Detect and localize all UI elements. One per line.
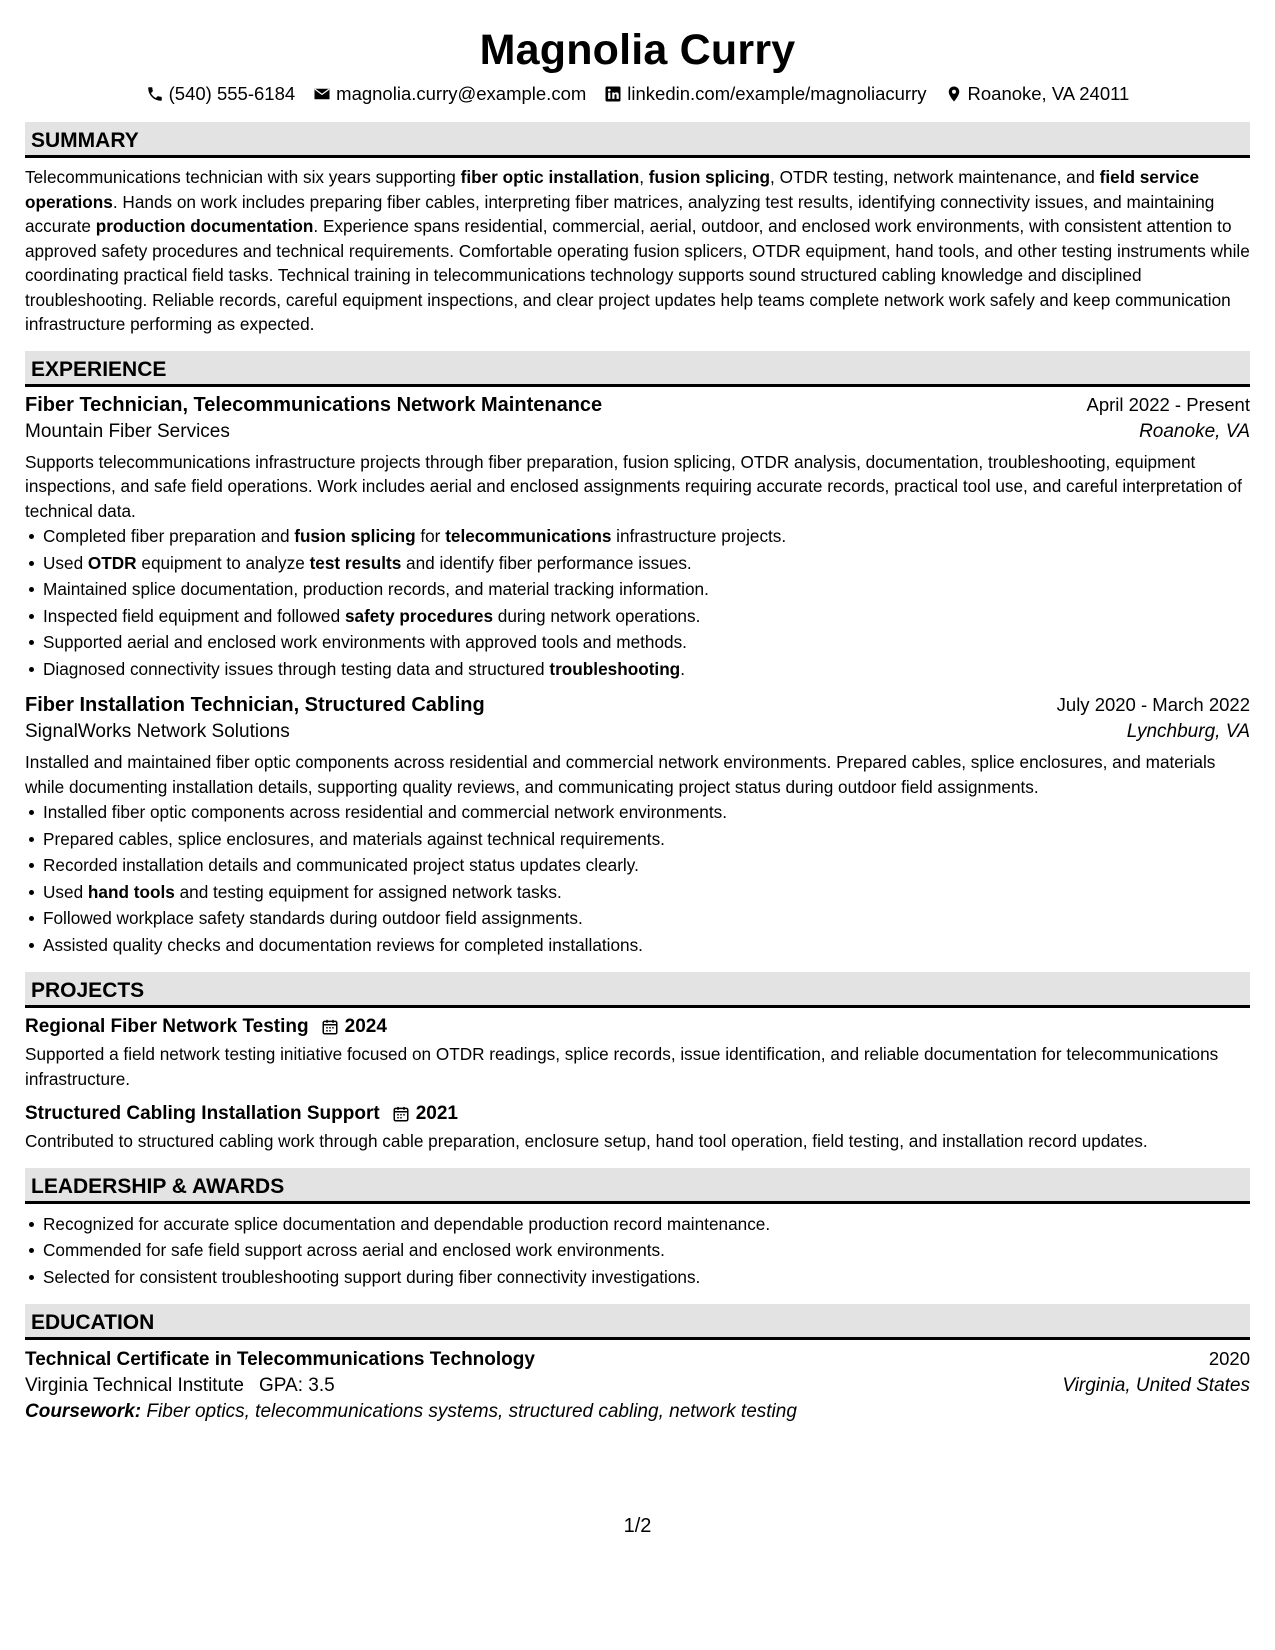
- education-degree: Technical Certificate in Telecommunications Technology: [25, 1349, 535, 1370]
- bullet-seg: Prepared cables, splice enclosures, and materials against technical requirements.: [43, 828, 665, 849]
- project-title: Structured Cabling Installation Support: [25, 1103, 380, 1124]
- bullet-seg-bold: hand tools: [87, 881, 175, 902]
- page-number: 1/2: [623, 1515, 652, 1537]
- bullet-seg: infrastructure projects.: [611, 526, 787, 546]
- bullet-seg-bold: test results: [309, 552, 402, 573]
- job-description: Installed and maintained fiber optic components across residential and commercial network environments. Prepared cables, splice enclosures, and materials while documenting installation details, supporting quality reviews, and communicating project status during outdoor field assignments.: [25, 752, 1216, 797]
- summary-heading: SUMMARY: [25, 122, 1250, 158]
- job-title: Fiber Installation Technician, Structured Cabling: [25, 694, 485, 716]
- education-subheader: [25, 1375, 1250, 1397]
- contact-email[interactable]: [313, 83, 586, 105]
- contact-linkedin-text: linkedin.com/example/magnoliacurry: [627, 83, 927, 104]
- list-item: [43, 879, 1250, 906]
- job-dates: July 2020 - March 2022: [1056, 694, 1250, 715]
- list-item: Commended for safe field support across aerial and enclosed work environments.: [43, 1237, 1250, 1264]
- bullet-seg-bold: OTDR: [87, 552, 137, 573]
- linkedin-icon: [604, 85, 622, 103]
- education-coursework: [25, 1401, 1250, 1423]
- job-header: [25, 394, 1250, 417]
- job-entry: [25, 694, 1250, 958]
- bullet-seg-bold: telecommunications: [445, 526, 612, 546]
- summary-seg-bold: production documentation: [95, 216, 314, 236]
- list-item: [43, 852, 1250, 879]
- experience-heading: EXPERIENCE: [25, 351, 1250, 387]
- project-description: Contributed to structured cabling work through cable preparation, enclosure setup, hand tool operation, field testing, and installation record updates.: [25, 1131, 1148, 1151]
- list-item: [43, 629, 1250, 656]
- bullet-seg: for: [415, 526, 446, 546]
- candidate-name: Magnolia Curry: [479, 26, 796, 74]
- summary-text: [25, 165, 1250, 337]
- bullet-seg: Completed fiber preparation and: [43, 526, 295, 546]
- summary-seg-bold: fiber optic installation: [460, 167, 640, 187]
- bullet-seg: Used: [43, 552, 88, 573]
- contact-phone-text: (540) 555-6184: [168, 83, 296, 104]
- bullet-seg: equipment to analyze: [136, 552, 310, 573]
- coursework-text: Fiber optics, telecommunications systems, structured cabling, network testing: [146, 1401, 797, 1422]
- summary-seg-bold: fusion splicing: [648, 167, 771, 187]
- phone-icon: [146, 85, 164, 103]
- calendar-icon: [392, 1105, 410, 1123]
- project-header: [25, 1016, 1250, 1038]
- project-header: [25, 1103, 1250, 1125]
- resume-page: [25, 0, 1250, 1423]
- contact-linkedin[interactable]: [604, 83, 926, 105]
- contact-location: [945, 83, 1130, 105]
- coursework-label: Coursework:: [25, 1401, 142, 1422]
- bullet-seg-bold: troubleshooting: [549, 658, 681, 679]
- job-subheader: [25, 721, 1250, 743]
- list-item: [43, 656, 1250, 683]
- bullet-seg: .: [680, 658, 685, 679]
- job-subheader: [25, 421, 1250, 443]
- project-title: Regional Fiber Network Testing: [25, 1016, 309, 1037]
- list-item: [43, 826, 1250, 853]
- project-year: 2024: [344, 1016, 387, 1037]
- project-year: 2021: [415, 1103, 458, 1124]
- education-location: Virginia, United States: [1062, 1375, 1250, 1396]
- education-heading: EDUCATION: [25, 1304, 1250, 1340]
- job-bullets: [25, 799, 1250, 958]
- list-item: [43, 550, 1250, 577]
- job-description: Supports telecommunications infrastructure projects through fiber preparation, fusion splicing, OTDR analysis, documentation, troubleshooting, equipment inspections, and safe field operations. Work includes aerial and enclosed assignments requiring accurate records, practical tool use, and careful interpretation of technical data.: [25, 451, 1242, 521]
- job-location: Lynchburg, VA: [1126, 721, 1250, 742]
- job-dates: April 2022 - Present: [1086, 393, 1250, 415]
- education-entry: [25, 1348, 1250, 1423]
- list-item: [43, 905, 1250, 932]
- contact-phone[interactable]: [146, 83, 296, 105]
- summary-seg: ,: [639, 167, 649, 187]
- list-item: Selected for consistent troubleshooting support during fiber connectivity investigations.: [43, 1264, 1250, 1291]
- list-item: [43, 932, 1250, 959]
- job-header: [25, 694, 1250, 717]
- list-item: [43, 603, 1250, 630]
- summary-seg: . Experience spans residential, commercial, aerial, outdoor, and enclosed work environments, with consistent attention to approved safety procedures and technical requirements. Comfortable operating fusion splicers, OTDR equipment, hand tools, and other testing instruments while coordinating practical field tasks. Technical training in telecommunications technology supports sound structured cabling knowledge and disciplined troubleshooting. Reliable records, careful equipment inspections, and clear project updates help teams complete network work safely and keep communication infrastructure performing as expected.: [25, 216, 1250, 334]
- summary-seg: . Hands on work includes preparing fiber cables, interpreting fiber matrices, analyzing test results, identifying connectivity issues, and maintaining accurate: [25, 191, 1215, 236]
- list-item: Recognized for accurate splice documentation and dependable production record maintenance.: [43, 1211, 1250, 1238]
- list-item: [43, 799, 1250, 826]
- map-marker-icon: [945, 85, 963, 103]
- contact-location-text: Roanoke, VA 24011: [967, 83, 1130, 104]
- bullet-seg: Inspected field equipment and followed: [43, 605, 345, 626]
- job-company: Mountain Fiber Services: [25, 420, 230, 442]
- job-location: Roanoke, VA: [1139, 420, 1250, 442]
- bullet-seg-bold: safety procedures: [344, 605, 494, 626]
- project-description: Supported a field network testing initiative focused on OTDR readings, splice records, issue identification, and reliable documentation for telecommunications infrastructure.: [25, 1044, 1219, 1089]
- bullet-seg-bold: fusion splicing: [294, 526, 416, 546]
- job-bullets: [25, 523, 1250, 682]
- contact-email-text: magnolia.curry@example.com: [336, 83, 587, 104]
- education-school: Virginia Technical Institute: [25, 1375, 244, 1396]
- education-year: 2020: [1208, 1348, 1250, 1369]
- contact-bar: [25, 80, 1250, 108]
- leadership-heading: LEADERSHIP & AWARDS: [25, 1168, 1250, 1204]
- bullet-seg: Supported aerial and enclosed work environments with approved tools and methods.: [43, 632, 687, 652]
- education-gpa: GPA: 3.5: [258, 1375, 335, 1396]
- calendar-icon: [321, 1018, 339, 1036]
- envelope-icon: [313, 85, 331, 103]
- list-item: [43, 576, 1250, 603]
- education-header: [25, 1348, 1250, 1371]
- summary-seg-bold: field service operations: [25, 167, 1200, 212]
- bullet-seg: and identify fiber performance issues.: [401, 552, 692, 573]
- bullet-seg: and testing equipment for assigned network tasks.: [174, 881, 562, 902]
- bullet-seg: Maintained splice documentation, production records, and material tracking information.: [43, 579, 709, 599]
- bullet-seg: Followed workplace safety standards during outdoor field assignments.: [43, 908, 583, 928]
- bullet-seg: Assisted quality checks and documentation reviews for completed installations.: [43, 934, 643, 955]
- summary-seg: Telecommunications technician with six years supporting: [25, 167, 461, 187]
- list-item: [43, 523, 1250, 550]
- education-school-line: [25, 1375, 335, 1397]
- bullet-seg: Installed fiber optic components across residential and commercial network environments.: [43, 802, 728, 822]
- bullet-seg: Recorded installation details and communicated project status updates clearly.: [43, 855, 639, 875]
- project-entry: [25, 1103, 1250, 1154]
- job-entry: [25, 394, 1250, 683]
- job-title: Fiber Technician, Telecommunications Network Maintenance: [25, 393, 603, 416]
- bullet-seg: Diagnosed connectivity issues through testing data and structured: [43, 658, 550, 679]
- summary-seg: , OTDR testing, network maintenance, and: [770, 167, 1100, 187]
- projects-heading: PROJECTS: [25, 972, 1250, 1008]
- leadership-bullets: [25, 1211, 1250, 1291]
- bullet-seg: Used: [43, 881, 88, 902]
- job-company: SignalWorks Network Solutions: [25, 721, 290, 742]
- bullet-seg: during network operations.: [493, 605, 701, 626]
- project-entry: [25, 1016, 1250, 1091]
